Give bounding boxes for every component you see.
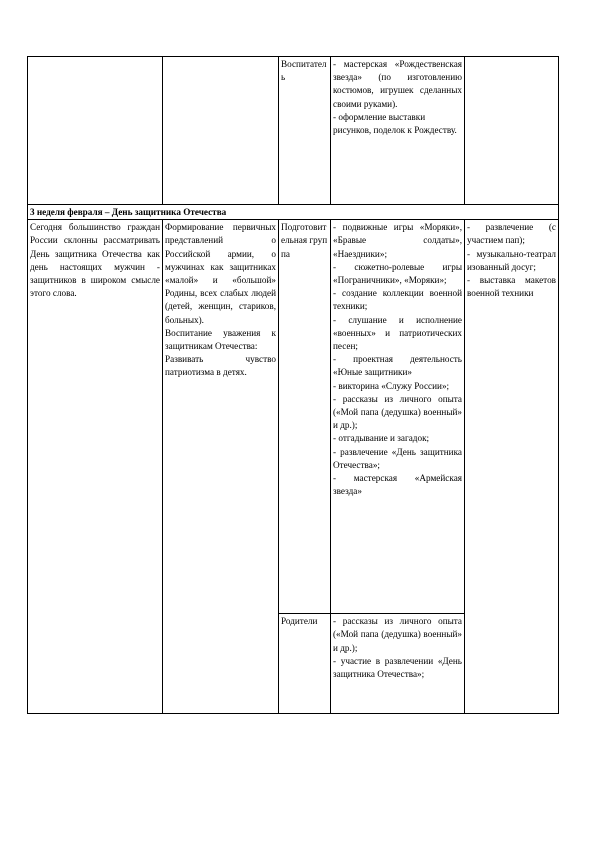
table-row [28,220,559,614]
activity-item: - отгадывание и загадок; [333,433,430,444]
activity-item: - слушание и исполнение «военных» и патриотических песен; [333,314,462,352]
result-item: - развлечение (с участием пап); [467,222,556,246]
activity-item: - викторина «Служу России»; [333,380,450,391]
results-cell [465,220,559,714]
plan-table [27,56,559,714]
activity-item: - проектная деятельность «Юные защитники» [333,354,462,378]
goal-item: Воспитание уважения к защитникам Отечества: [165,327,276,352]
participants-label: Родители [281,616,318,627]
activity-item: - создание коллекции военной техники; [333,288,462,312]
activity-item: - рассказы из личного опыта («Мой папа (дедушка) военный» и др.); [333,616,462,653]
activity-item: - подвижные игры «Моряки», «Бравые солдаты», «Наездники»; [333,222,462,259]
participants-cell [279,614,331,714]
result-item: - музыкально-театрализованный досуг; [467,248,556,272]
activity-item: - участие в развлечении «День защитника Отечества»; [333,655,462,680]
activity-item: - рассказы из личного опыта («Мой папа (дедушка) военный» и др.); [333,393,462,431]
activities-cell [331,614,465,714]
table-row [28,205,559,220]
week-header: 3 неделя февраля – День защитника Отечества [28,205,559,220]
holiday-description-cell [28,220,163,714]
table-cell [28,57,163,205]
goal-item: Формирование первичных представлений о Российской армии, о мужчинах как защитниках «малой» и «большой» Родины, всех слабых людей (детей, женщин, стариков, больных). [165,222,276,325]
holiday-description: Сегодня большинство граждан России склонны рассматривать День защитника Отечества как день настоящих мужчин - защитников в широком смысле этого слова. [30,222,160,299]
activities-cell [331,220,465,614]
goals-cell [163,220,279,714]
activity-item: - мастерская «Армейская звезда» [333,473,462,497]
table-cell [465,57,559,205]
table-row [28,57,559,205]
participants-label: Подготовительная группа [281,222,328,259]
activity-item: - сюжетно-ролевые игры «Пограничники», «Моряки»; [333,261,462,286]
participants-cell [279,220,331,614]
participants-label: Воспитатель [281,59,327,83]
activities-cell [331,57,465,205]
activity-item: - развлечение «День защитника Отечества»; [333,446,462,470]
result-item: - выставка макетов военной техники [467,275,556,299]
activity-item: - мастерская «Рождественская звезда» (по изготовлению костюмов, игрушек сделанных своими руками). [333,59,462,109]
goal-item: Развивать чувство патриотизма в детях. [165,354,276,378]
activity-item: - оформление выставки рисунков, поделок к Рождеству. [333,111,457,136]
participants-cell [279,57,331,205]
table-cell [163,57,279,205]
